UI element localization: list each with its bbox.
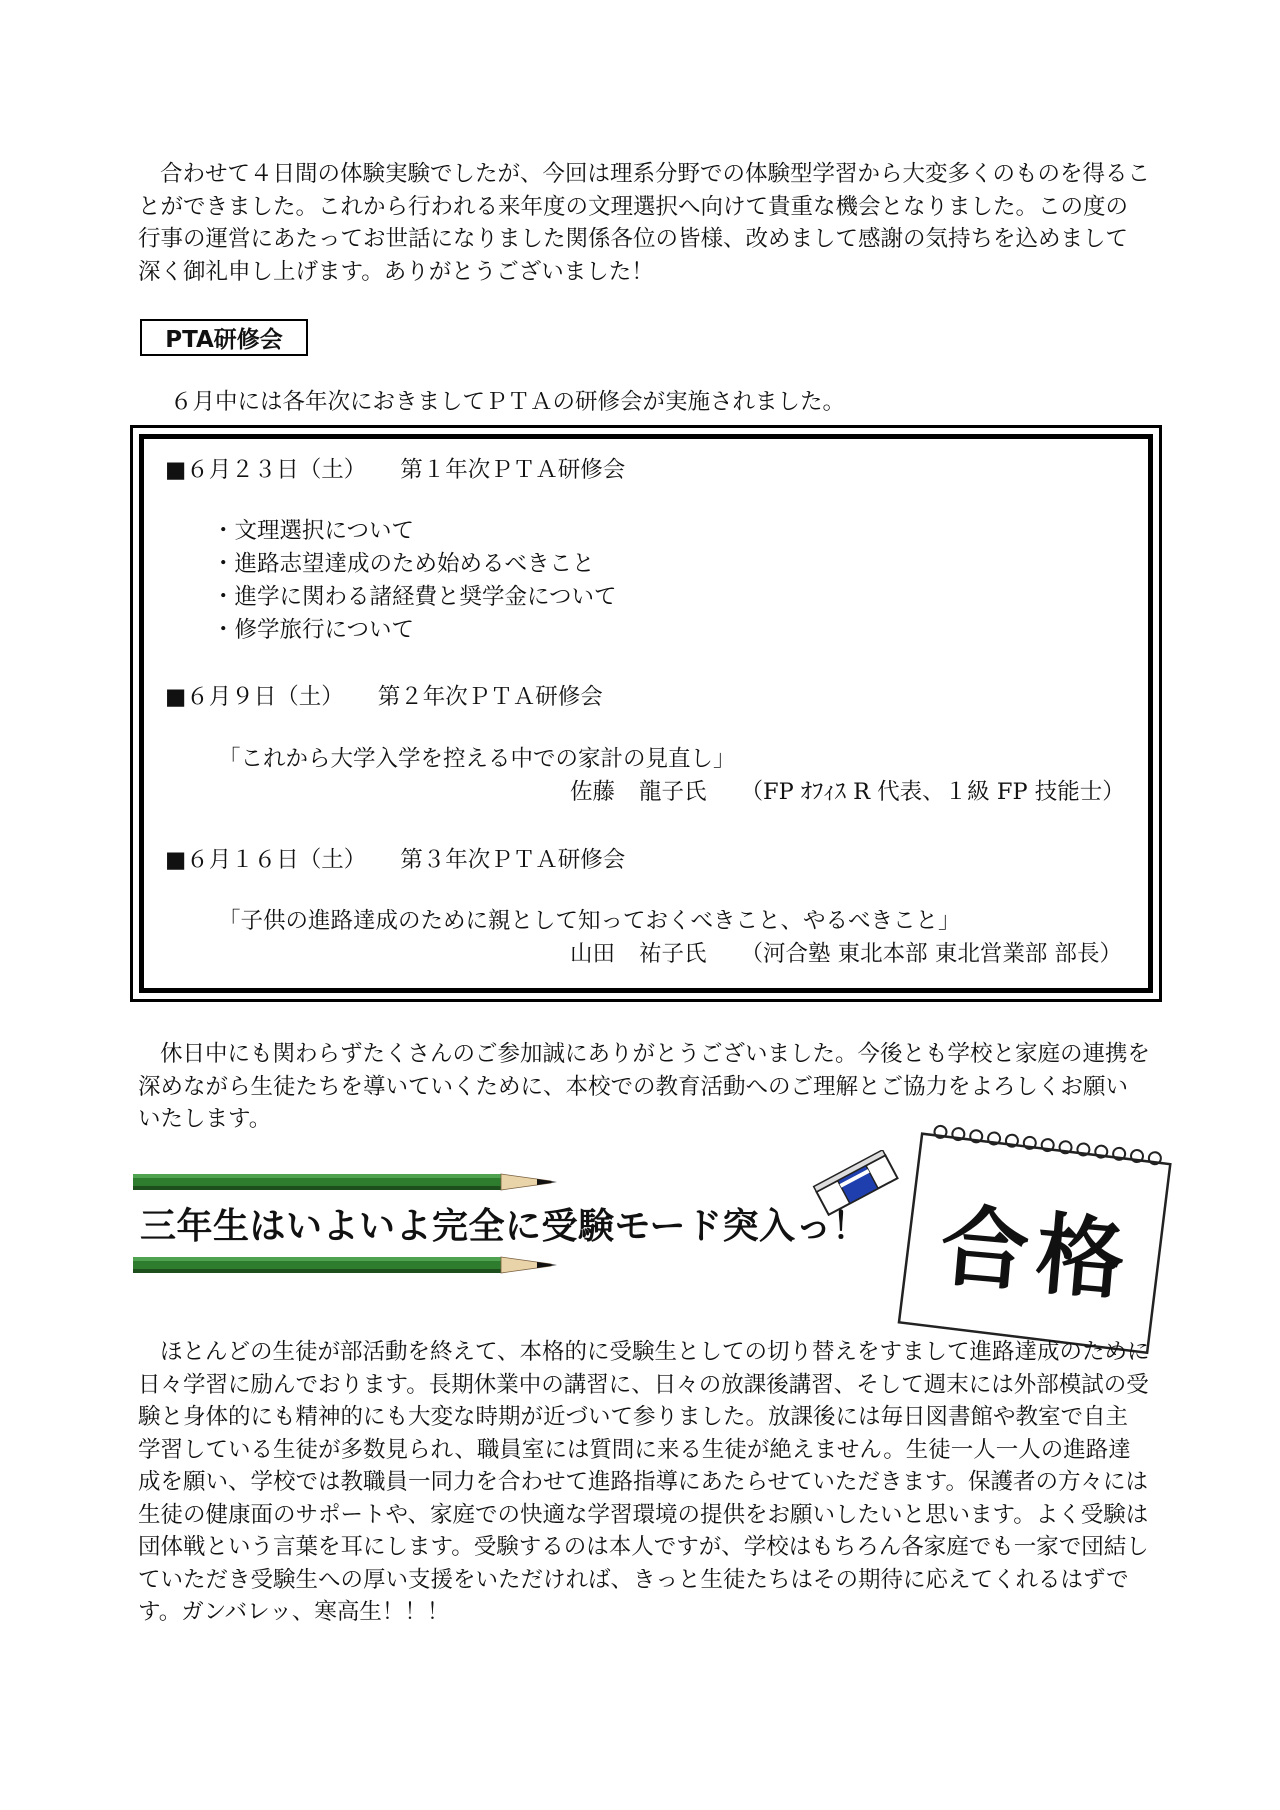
square-bullet-icon: ■ — [165, 457, 187, 483]
square-bullet-icon: ■ — [165, 847, 187, 873]
pta-lead-paragraph: ６月中には各年次におきましてＰＴＡの研修会が実施されました。 — [170, 389, 846, 415]
session-1-topic: ・文理選択について — [212, 518, 415, 544]
pta-section-heading-label: PTA研修会 — [165, 327, 283, 353]
pta-closing-text: 休日中にも関わらずたくさんのご参加誠にありがとうございました。今後とも学校と家庭の連携を深めながら生徒たちを導いていくために、本校での教育活動へのご理解とご協力をよろしくお願いいたします。 — [138, 1041, 1151, 1132]
gokaku-card-text: 合格 — [936, 1192, 1137, 1314]
session-3-speaker-affiliation: （河合塾 東北本部 東北営業部 部長） — [740, 941, 1122, 967]
exam-body-paragraph — [138, 1336, 1150, 1629]
exam-body-text: ほとんどの生徒が部活動を終えて、本格的に受験生としての切り替えをすまして進路達成のために日々学習に励んでおります。長期休業中の講習に、日々の放課後講習、そして週末には外部模試の受験と身体的にも精神的にも大変な時期が近づいて参りました。放課後には毎日図書館や教室で自主学習している生徒が多数見られ、職員室には質問に来る生徒が絶えません。生徒一人一人の進路達成を願い、学校では教職員一同力を合わせて進路指導にあたらせていただきます。保護者の方々には生徒の健康面のサポートや、家庭での快適な学習環境の提供をお願いしたいと思います。よく受験は団体戦という言葉を耳にします。受験するのは本人ですが、学校はもちろん各家庭でも一家で団結していただき受験生への厚い支援をいただければ、きっと生徒たちはその期待に応えてくれるはずです。ガンバレッ、寒高生！！！ — [138, 1339, 1150, 1625]
session-2-header — [165, 682, 603, 712]
session-3-title: 第３年次ＰＴＡ研修会 — [400, 847, 626, 873]
session-2-title: 第２年次ＰＴＡ研修会 — [377, 684, 603, 710]
session-1-topic: ・進学に関わる諸経費と奨学金について — [212, 584, 617, 610]
square-bullet-icon: ■ — [165, 684, 187, 710]
pencil-icon — [133, 1253, 563, 1277]
session-2-speaker — [570, 777, 1125, 807]
session-3-speaker — [570, 939, 1122, 969]
pencil-icon — [133, 1170, 563, 1194]
intro-text: 合わせて４日間の体験実験でしたが、今回は理系分野での体験型学習から大変多くのものを得ることができました。これから行われる来年度の文理選択へ向けて貴重な機会となりました。この度の行事の運営にあたってお世話になりました関係各位の皆様、改めまして感謝の気持ちを込めまして深く御礼申し上げます。ありがとうございました！ — [138, 161, 1151, 285]
session-2-lecture-title: 「これから大学入学を控える中での家計の見直し」 — [218, 746, 736, 772]
session-2-speaker-family: 佐藤 — [570, 779, 616, 805]
session-3-lecture-title: 「子供の進路達成のために親として知っておくべきこと、やるべきこと」 — [218, 908, 961, 934]
session-1-topic: ・修学旅行について — [212, 617, 415, 643]
session-2-speaker-affiliation: （FP ｵﾌｨｽ R 代表、１級 FP 技能士） — [740, 779, 1125, 805]
session-2-date: ６月９日（土） — [186, 684, 344, 710]
session-1-header — [165, 455, 625, 485]
session-3-speaker-family: 山田 — [570, 941, 616, 967]
intro-paragraph — [138, 158, 1150, 288]
session-3-speaker-given: 祐子氏 — [639, 941, 707, 967]
session-1-topic: ・進路志望達成のため始めるべきこと — [212, 551, 595, 577]
session-1-title: 第１年次ＰＴＡ研修会 — [400, 457, 626, 483]
exam-banner-title: 三年生はいよいよ完全に受験モード突入っ！ — [140, 1206, 869, 1247]
session-2-speaker-given: 龍子氏 — [639, 779, 707, 805]
session-1-date: ６月２３日（土） — [186, 457, 367, 483]
pta-section-heading — [140, 319, 308, 356]
session-3-date: ６月１６日（土） — [186, 847, 367, 873]
session-3-header — [165, 845, 625, 875]
